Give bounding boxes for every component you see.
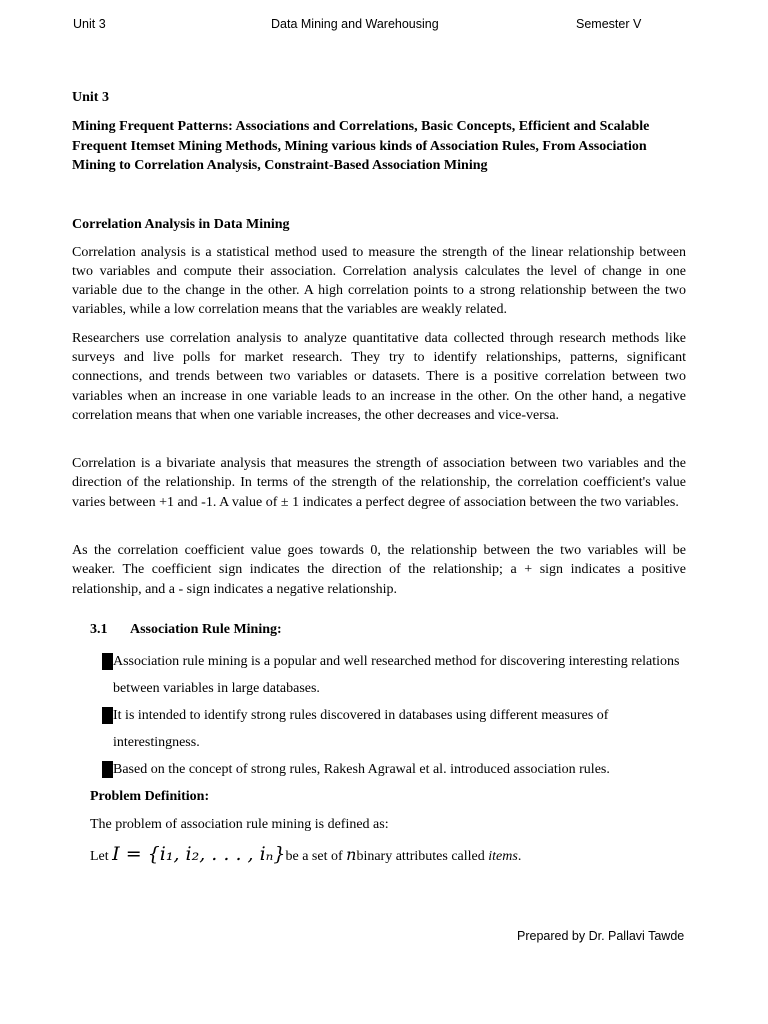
unit-topics: Mining Frequent Patterns: Associations and Correlations, Basic Concepts, Efficient and Scalable Frequent Itemset Mining Methods, Mining various kinds of Association Rules, From Association Mining to Correlation Analysis, Constraint-Based Association Mining: [72, 119, 650, 173]
definition-line: [90, 840, 686, 871]
list-item: [102, 648, 686, 702]
bullet-square-icon: [102, 653, 113, 670]
header-unit: Unit 3: [73, 17, 106, 31]
bullet-text: It is intended to identify strong rules discovered in databases using different measures of interestingness.: [113, 707, 609, 750]
header-subject: Data Mining and Warehousing: [271, 17, 439, 31]
problem-intro: The problem of association rule mining is defined as:: [90, 816, 389, 832]
section-title: Association Rule Mining:: [130, 621, 282, 637]
page-header: [0, 17, 768, 37]
correlation-paragraph-2: Researchers use correlation analysis to analyze quantitative data collected through research methods like surveys and live polls for market research. They try to identify relationships, patterns, significant connections, and trends between two variables or datasets. There is a positive correlation between two variables when an increase in one variable leads to an increase in the other. On the other hand, a negative correlation means that when one variable increases, the other decreases and vice-versa.: [72, 330, 686, 423]
list-item: [102, 756, 686, 783]
set-formula: I = {i₁, i₂, . . . , iₙ}: [112, 842, 286, 865]
unit-title: Unit 3: [72, 90, 109, 105]
let-word: Let: [90, 848, 109, 864]
correlation-paragraph-1: Correlation analysis is a statistical method used to measure the strength of the linear relationship between two variables and compute their association. Correlation analysis calculates the level of change in one variable due to the change in the other. A high correlation points to a strong relationship between the two variables, while a low correlation means that the variables are weakly related.: [72, 244, 686, 318]
page-footer: Prepared by Dr. Pallavi Tawde: [517, 929, 685, 943]
header-semester: Semester V: [576, 17, 642, 31]
n-symbol: n: [346, 844, 357, 864]
items-word: items: [488, 848, 518, 864]
correlation-paragraph-4: As the correlation coefficient value goes towards 0, the relationship between the two variables will be weaker. The coefficient sign indicates the direction of the relationship; a + sign indicates a positive relationship, and a - sign indicates a negative relationship.: [72, 543, 686, 597]
association-heading: [90, 620, 686, 639]
bullet-square-icon: [102, 761, 113, 778]
correlation-heading: Correlation Analysis in Data Mining: [72, 216, 290, 232]
end-period: .: [517, 848, 522, 864]
bullet-text: Association rule mining is a popular and well researched method for discovering interesting relations between variables in large databases.: [113, 653, 680, 696]
problem-definition-heading: Problem Definition:: [90, 788, 210, 804]
list-item: [102, 702, 686, 756]
let-middle: be a set of: [285, 848, 343, 864]
bullet-text: Based on the concept of strong rules, Rakesh Agrawal et al. introduced association rules.: [113, 761, 610, 777]
section-number: 3.1: [90, 621, 108, 637]
association-bullet-list: [102, 648, 686, 783]
document-body: [72, 88, 686, 871]
bullet-square-icon: [102, 707, 113, 724]
correlation-paragraph-3: Correlation is a bivariate analysis that measures the strength of association between two variables and the direction of the relationship. In terms of the strength of the relationship, the correlation coefficient's value varies between +1 and -1. A value of ± 1 indicates a perfect degree of association between the two variables.: [72, 456, 686, 510]
let-suffix: binary attributes called: [356, 848, 485, 864]
